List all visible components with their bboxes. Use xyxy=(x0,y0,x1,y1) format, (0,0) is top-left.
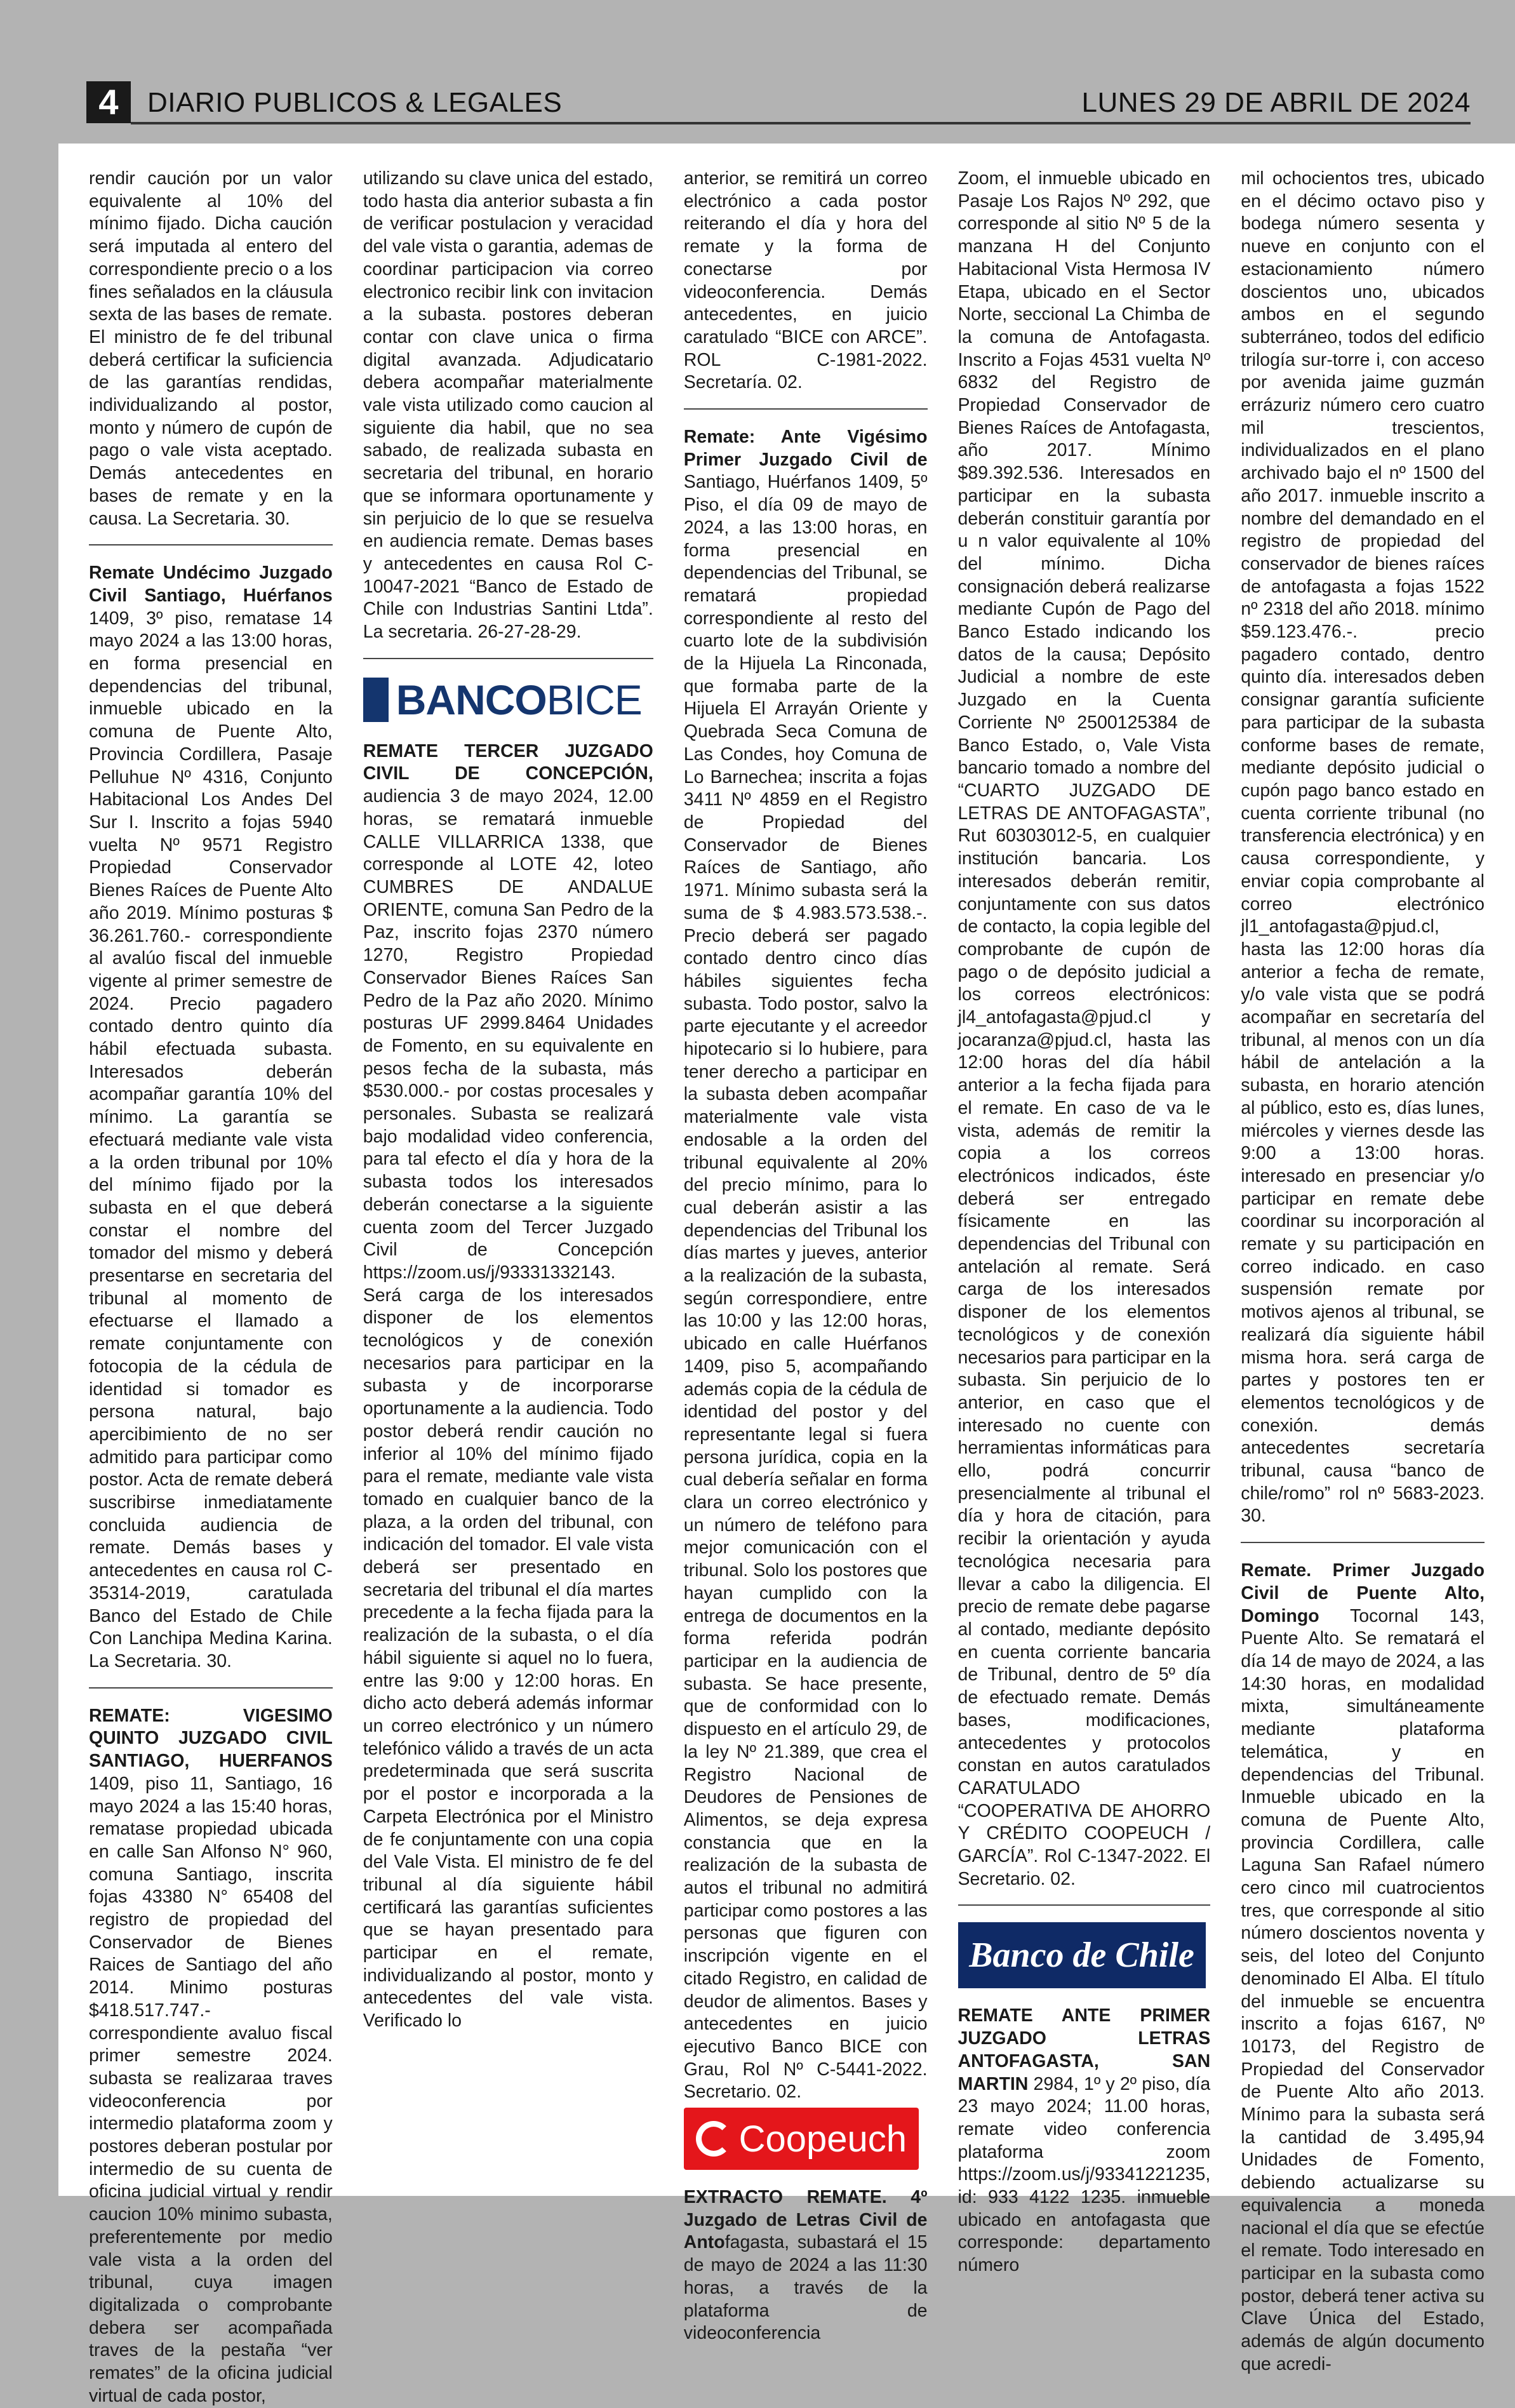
column-3 xyxy=(684,168,928,2408)
bice-logo-bar xyxy=(363,678,389,722)
notice-body: Santiago, Huérfanos 1409, 5º Piso, el día 09 de mayo de 2024, a las 13:00 horas, en forma presencial en dependencias del Tribunal, se rematará propiedad correspondiente al resto del cuarto lote de la subdivisión de la Hijuela La Rinconada, que formaba parte de la Hijuela El Arrayán Oriente y Quebrada Seca Comuna de Las Condes, hoy Comuna de Lo Barnechea; inscrita a fojas 3411 Nº 4859 en el Registro de Propiedad del Conservador de Bienes Raíces de Santiago, año 1971. Mínimo subasta será la suma de $ 4.983.573.538.-. Precio deberá ser pagado contado dentro cinco días hábiles siguientes fecha subasta. Todo postor, salvo la parte ejecutante y el acreedor hipotecario si lo hubiere, para tener derecho a participar en la subasta deben acompañar materialmente vale vista endosable a la orden del tribunal equivalente al 20% del precio mínimo, para lo cual deberán asistir a las dependencias del Tribunal los días martes y jueves, anterior a la realización de la subasta, según correspondiere, entre las 10:00 y las 12:00 horas, ubicado en calle Huérfanos 1409, piso 5, acompañando además copia de la cédula de identidad del postor y del representante legal si fuera persona jurídica, copia en la cual debería señalar en forma clara un correo electrónico y un número de teléfono para mejor comunicación con el tribunal. Solo los postores que hayan cumplido con la entrega de documentos en la forma referida podrán participar en la audiencia de subasta. Se hace presente, que de conformidad con lo dispuesto en el artículo 29, de la ley Nº 21.389, que crea el Registro Nacional de Deudores de Pensiones de Alimentos, se deja expresa constancia que en la realización de la subasta de autos el tribunal no admitirá participar como postores a las personas que figuren con inscripción vigente en el citado Registro, en calidad de deudor de alimentos. Bases y antecedentes en juicio ejecutivo Banco BICE con Grau, Rol Nº C-5441-2022. Secretario. 02. xyxy=(683,472,928,2103)
notice-remate-undecimo xyxy=(89,562,333,1673)
column-2 xyxy=(363,168,653,2408)
notice-continuation: utilizando su clave unica del estado, todo hasta dia anterior subasta a fin de verificar postulacion y veracidad del vale vista o garantia, ademas de coordinar participacion via correo electronico recibir link con invitacion a la subasta. postores deberan contar con clave unica o firma digital avanzada. Adjudicatario debera acompañar materialmente vale vista utilizado como caucion al siguiente dia habil, que no sea sabado, de realizada subasta en secretaria del tribunal, en horario que se informara oportunamente y sin perjuicio de lo que se resuelva en audiencia remate. Demas bases y antecedentes en causa Rol C-10047-2021 “Banco de Estado de Chile con Industrias Santini Ltda”. La secretaria. 26-27-28-29. xyxy=(363,168,653,643)
notice-body: 1409, piso 11, Santiago, 16 mayo 2024 a las 15:40 horas, rematase propiedad ubicada en calle San Alfonso N° 960, comuna Santiago, inscrita fojas 43380 N° 65408 del registro de propiedad del Conservador de Bienes Raices de Santiago del año 2014. Minimo posturas $418.517.747.- correspondiente avaluo fiscal primer semestre 2024. subasta se realizaraa traves videoconferencia por intermedio plataforma zoom y postores deberan postular por intermedio de su cuenta de oficina judicial virtual y rendir caucion 10% minimo subasta, preferentemente por medio vale vista a la orden del tribunal, cuya imagen digitalizada o comprobante debera ser acompañada traves de la pestaña “ver remates” de la oficina judicial virtual de cada postor, xyxy=(89,1773,333,2406)
coopeuch-c-icon xyxy=(696,2121,731,2157)
coopeuch-logo xyxy=(684,2108,928,2170)
notice-continuation: mil ochocientos tres, ubicado en el décimo octavo piso y bodega número sesenta y nueve en conjunto con el estacionamiento número doscientos uno, ubicados ambos en el segundo subterráneo, todos del edificio trilogía sur-torre i, con acceso por avenida jaime guzmán errázuriz número cero cuatro mil trescientos, individualizados en el plano archivado bajo el nº 1500 del año 2017. inmueble inscrito a nombre del demandado en el registro de propiedad del conservador de bienes raíces de antofagasta a fojas 1522 nº 2318 del año 2018. mínimo $59.123.476.-. precio pagadero contado, dentro quinto día. interesados deben consignar garantía suficiente para participar de la subasta conforme bases de remate, mediante depósito judicial o cupón pago banco estado en cuenta corriente tribunal (no transferencia electrónica) y en causa correspondiente, y enviar copia comprobante al correo electrónico jl1_antofagasta@pjud.cl, hasta las 12:00 horas día anterior a fecha de remate, y/o vale vista que se podrá acompañar en secretaría del tribunal, al menos con un día hábil de antelación a la subasta, en horario atención al público, esto es, días lunes, miércoles y viernes desde las 9:00 a 13:00 horas. interesado en presenciar y/o participar en remate debe coordinar su incorporación al remate y su participación en correo indicado. en caso suspensión remate por motivos ajenos al tribunal, se realizará día siguiente hábil misma hora. será carga de partes y postores ten er elementos tecnológicos y de conexión. demás antecedentes secretaría tribunal, causa “banco de chile/romo” rol nº 5683-2023. 30. xyxy=(1241,168,1485,1527)
notice-title: Remate. Primer Juzgado Civil de Puente Alto, Domingo xyxy=(1241,1560,1485,1626)
notice-continuation: Zoom, el inmueble ubicado en Pasaje Los Rajos Nº 292, que corresponde al sitio Nº 5 de la manzana H del Conjunto Habitacional Vista Hermosa IV Etapa, ubicado en el Sector Norte, seccional La Chimba de la comuna de Antofagasta. Inscrito a Fojas 4531 vuelta Nº 6832 del Registro de Propiedad Conservador de Bienes Raíces de Antofagasta, año 2017. Mínimo $89.392.536. Interesados en participar en la subasta deberán constituir garantía por u n valor equivalente al 10% del mínimo. Dicha consignación deberá realizarse mediante Cupón de Pago del Banco Estado indicando los datos de la causa; Depósito Judicial a nombre de este Juzgado en la Cuenta Corriente Nº 2500125384 de Banco Estado, o, Vale Vista bancario tomado a nombre del “CUARTO JUZGADO DE LETRAS DE ANTOFAGASTA”, Rut 60303012-5, en cualquier institución bancaria. Los interesados deberán remitir, conjuntamente con sus datos de contacto, la copia legible del comprobante de cupón de pago o de depósito judicial a los correos electrónicos: jl4_antofagasta@pjud.cl y jocaranza@pjud.cl, hasta las 12:00 horas del día hábil anterior a la fecha fijada para el remate. En caso de va le vista, además de remitir la copia a los correos electrónicos indicados, éste deberá ser entregado físicamente en las dependencias del Tribunal con antelación al remate. Será carga de los interesados disponer de los elementos tecnológicos y de conexión necesarios para participar en la subasta. Sin perjuicio de lo anterior, en caso que el interesado no cuente con herramientas informáticas para ello, podrá concurrir presencialmente al tribunal el día y hora de citación, para recibir la orientación y ayuda tecnológica necesaria para llevar a cabo la diligencia. El precio de remate debe pagarse al contado, mediante depósito en cuenta corriente bancaria de Tribunal, dentro de 5º día de efectuado remate. Demás bases, modificaciones, antecedentes y protocolos constan en autos caratulados CARATULADO “COOPERATIVA DE AHORRO Y CRÉDITO COOPEUCH / GARCÍA”. Rol C-1347-2022. El Secretario. 02. xyxy=(958,168,1211,1889)
notice-title: REMATE: VIGESIMO QUINTO JUZGADO CIVIL SANTIAGO, HUERFANOS xyxy=(89,1705,333,1772)
notice-title: Remate: Ante Vigésimo Primer Juzgado Civil de xyxy=(683,427,928,470)
page-header xyxy=(86,81,1471,121)
banco-bice-logo xyxy=(363,676,653,724)
coopeuch-logo-text: Coopeuch xyxy=(738,2118,907,2160)
header-rule xyxy=(131,122,1471,124)
notice-body: audiencia 3 de mayo 2024, 12.00 horas, se rematará inmueble CALLE VILLARRICA 1338, que corresponde al LOTE 42, loteo CUMBRES DE ANDALUE ORIENTE, comuna San Pedro de la Paz, inscrito fojas 2370 número 1270, Registro Propiedad Conservador Bienes Raíces San Pedro de la Paz año 2020. Mínimo posturas UF 2999.8464 Unidades de Fomento, en su equivalente en pesos fecha de la subasta, más $530.000.- por costas procesales y personales. Subasta se realizará bajo modalidad video conferencia, para tal efecto el día y hora de la subasta todos los interesados deberán conectarse a la siguiente cuenta zoom del Tercer Juzgado Civil de Concepción https://zoom.us/j/93331332143. Será carga de los interesados disponer de los elementos tecnológicos y de conexión necesarios para participar en la subasta y de incorporarse oportunamente a la audiencia. Todo postor deberá rendir caución no inferior al 10% del mínimo fijado para el remate, mediante vale vista tomado en cualquier banco de la plaza, a la orden del tribunal, con indicación del tomador. El vale vista deberá ser presentado en secretaria del tribunal el día martes precedente a la fecha fijada para la realización de la subasta, o el día hábil siguiente si aquel no lo fuera, entre las 9:00 y 12:00 horas. En dicho acto deberá además informar un correo electrónico y un número telefónico válido a través de un acta predeterminada que será suscrita por el postor e incorporada a la Carpeta Electrónica por el Ministro de fe conjuntamente con una copia del Vale Vista. El ministro de fe del tribunal al día siguiente hábil certificará las garantías suficientes que se hayan presentado para participar en el remate, individualizando al postor, monto y antecedentes del vale vista. Verificado lo xyxy=(363,786,653,2031)
notice-remate-primer-antofagasta xyxy=(958,2005,1211,2277)
notice-divider xyxy=(89,544,333,545)
bice-logo-text-bold: BANCO xyxy=(396,676,547,723)
notice-body: 1409, 3º piso, rematase 14 mayo 2024 a las 13:00 horas, en forma presencial en dependencias del tribunal, inmueble ubicado en la comuna de Puente Alto, Provincia Cordillera, Pasaje Pelluhue Nº 4316, Conjunto Habitacional Los Andes Del Sur I. Inscrito a fojas 5940 vuelta Nº 9571 Registro Propiedad Conservador Bienes Raíces de Puente Alto año 2019. Mínimo posturas $ 36.261.760.- correspondiente al avalúo fiscal del inmueble vigente al primer semestre de 2024. Precio pagadero contado dentro quinto día hábil efectuada subasta. Interesados deberán acompañar garantía 10% del mínimo. La garantía se efectuará mediante vale vista a la orden tribunal por 10% del mínimo fijado por la subasta en el que deberá constar el nombre del tomador del mismo y deberá presentarse en secretaria del tribunal al momento de efectuarse el llamado a remate conjuntamente con fotocopia de la cédula de identidad si tomador es persona natural, bajo apercibimiento de no ser admitido para participar como postor. Acta de remate deberá suscribirse inmediatamente concluida audiencia de remate. Demás bases y antecedentes en causa rol C-35314-2019, caratulada Banco del Estado de Chile Con Lanchipa Medina Karina. La Secretaria. 30. xyxy=(89,608,333,1671)
notice-continuation: anterior, se remitirá un correo electrónico a cada postor reiterando el día y hora del remate y la forma de conectarse por videoconferencia. Demás antecedentes, en juicio caratulado “BICE con ARCE”. ROL C-1981-2022. Secretaría. 02. xyxy=(683,168,928,393)
notice-body: Tocornal 143, Puente Alto. Se rematará el día 14 de mayo de 2024, a las 14:30 horas, en modalidad mixta, simultáneamente mediante plataforma telemática, y en dependencias del Tribunal. Inmueble ubicado en la comuna de Puente Alto, provincia Cordillera, calle Laguna San Rafael número cero cinco mil cuatrocientos tres, que corresponde al sitio número doscientos noventa y seis, del loteo del Conjunto denominado El Alba. El título del inmueble se encuentra inscrito a fojas 6167, Nº 10173, del Registro de Propiedad del Conservador de Puente Alto año 2013. Mínimo para la subasta será la cantidad de 3.495,94 Unidades de Fomento, debiendo actualizarse su equivalencia a moneda nacional el día que se efectúe el remate. Todo interesado en participar en la subasta como postor, deberá tener activa su Clave Única del Estado, además de algún documento que acredi- xyxy=(1241,1605,1485,2374)
notice-remate-tercer-concepcion xyxy=(363,740,653,2033)
notice-title: Remate Undécimo Juzgado Civil Santiago, Huérfanos xyxy=(89,563,333,606)
notice-divider xyxy=(363,658,653,659)
notice-title: REMATE ANTE PRIMER JUZGADO LETRAS ANTOFAGASTA, SAN MARTIN xyxy=(958,2005,1211,2094)
column-1 xyxy=(89,168,333,2408)
notice-title: REMATE TERCER JUZGADO CIVIL DE CONCEPCIÓN, xyxy=(363,740,653,784)
notice-remate-puente-alto xyxy=(1241,1560,1485,2376)
bice-logo-text: BICE xyxy=(546,676,642,723)
publication-title: DIARIO PUBLICOS & LEGALES xyxy=(147,87,563,118)
notice-title: EXTRACTO REMATE. 4º Juzgado de Letras Civil de Anto xyxy=(683,2187,928,2253)
notice-divider xyxy=(89,1687,333,1689)
banco-chile-logo-text: Banco de Chile xyxy=(969,1936,1194,1976)
column-5 xyxy=(1241,168,1485,2408)
notice-remate-vigesimo-primer xyxy=(684,426,928,2104)
page-sheet xyxy=(58,144,1515,2406)
notice-continuation: rendir caución por un valor equivalente al 10% del mínimo fijado. Dicha caución será imputada al entero del correspondiente precio o a los fines señalados en la cláusula sexta de las bases de remate. El ministro de fe del tribunal deberá certificar la suficiencia de las garantías rendidas, individualizando al postor, monto y número de cupón de pago o vale vista aceptado. Demás antecedentes en bases de remate y en la causa. La Secretaria. 30. xyxy=(89,168,333,529)
notice-remate-vigesimo-quinto xyxy=(89,1705,333,2408)
notice-body: 2984, 1º y 2º piso, día 23 mayo 2024; 11.00 horas, remate video conferencia plataforma zoom https://zoom.us/j/93341221235, id: 933 4122 1235. inmueble ubicado en antofagasta que corresponde: departamento número xyxy=(958,2073,1211,2276)
notice-divider xyxy=(958,1904,1211,1906)
publication-date: LUNES 29 DE ABRIL DE 2024 xyxy=(1081,87,1471,118)
notice-columns xyxy=(89,168,1485,2406)
notice-extracto-remate-antofagasta xyxy=(684,2186,928,2345)
column-4 xyxy=(958,168,1211,2408)
page-number: 4 xyxy=(86,81,131,123)
notice-divider xyxy=(684,408,928,410)
banco-de-chile-logo xyxy=(958,1922,1211,1988)
notice-divider xyxy=(1241,1542,1485,1543)
notice-body: fagasta, subastará el 15 de mayo de 2024 a las 11:30 horas, a través de la plataforma de videoconferencia xyxy=(683,2232,928,2344)
